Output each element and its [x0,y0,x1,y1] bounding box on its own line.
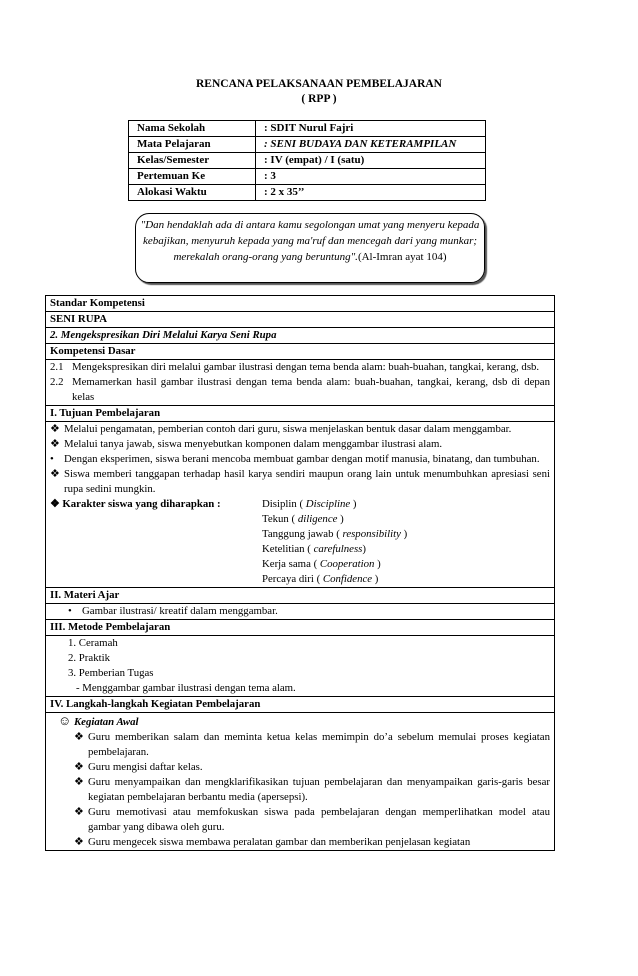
tujuan-heading: I. Tujuan Pembelajaran [46,406,554,422]
list-item: 2. Praktik [68,652,110,664]
list-item: ❖ Guru memotivasi atau memfokuskan siswa pada pembelajaran dengan memperlihatkan model atau gambar yang dibawa oleh guru. [74,806,550,833]
list-item: ❖ Melalui tanya jawab, siswa menyebutkan komponen dalam menggambar ilustrasi alam. [50,438,443,450]
list-item: 1. Ceramah [68,637,118,649]
list-item: 3. Pemberian Tugas [68,667,154,679]
materi-list [46,604,554,620]
karakter-item: Disiplin ( Discipline ) [262,498,357,510]
info-row [129,185,486,201]
metode-heading: III. Metode Pembelajaran [46,620,554,636]
quote-box [135,213,485,283]
info-row [129,137,486,153]
info-row [129,153,486,169]
karakter-item: Tanggung jawab ( responsibility ) [262,528,408,540]
kegiatan-awal-heading: ☺ Kegiatan Awal [58,713,139,728]
materi-heading: II. Materi Ajar [46,588,554,604]
karakter-label: ❖ Karakter siswa yang diharapkan : [50,498,221,510]
sk-text: 2. Mengekspresikan Diri Melalui Karya Seni Rupa [46,328,554,344]
list-item: • Dengan eksperimen, siswa berani mencoba membuat gambar dengan motif manusia, binatang, dan tumbuhan. [50,453,540,465]
info-value: : 3 [256,169,486,185]
karakter-list [262,497,407,587]
info-value: : SENI BUDAYA DAN KETERAMPILAN [256,137,486,153]
info-value: : SDIT Nurul Fajri [256,121,486,137]
list-item: - Menggambar gambar ilustrasi dengan tema alam. [76,682,296,694]
info-value: : IV (empat) / I (satu) [256,153,486,169]
info-row [129,121,486,137]
kd-heading: Kompetensi Dasar [46,344,554,360]
sk-heading: Standar Kompetensi [46,296,554,312]
list-item: 2.1 Mengekspresikan diri melalui gambar ilustrasi dengan tema benda alam: buah-buahan, tangkai, kerang, dsb. [50,361,540,373]
smiley-icon: ☺ [58,713,72,728]
page-subtitle: ( RPP ) [301,93,337,105]
quote-source: (Al-Imran ayat 104) [357,251,447,263]
sk-bidang: SENI RUPA [46,312,554,328]
rpp-main-table [45,295,555,851]
info-row [129,169,486,185]
list-item: ❖ Guru menyampaikan dan mengklarifikasikan tujuan pembelajaran dan menyampaikan garis-garis besar kegiatan pembelajaran berbantu media (apersepsi). [74,776,550,803]
quote-text: "Dan hendaklah ada di antara kamu segolongan umat yang menyeru kepada kebajikan, menyuruh kepada yang ma'ruf dan mencegah dari yang munkar; merekalah orang-orang yang beruntung". [140,219,480,263]
karakter-item: Percaya diri ( Confidence ) [262,573,379,585]
karakter-item: Kerja sama ( Cooperation ) [262,558,381,570]
list-item: ❖ Melalui pengamatan, pemberian contoh dari guru, siswa menjelaskan bentuk dasar dalam menggambar. [50,423,512,435]
list-item: ❖ Siswa memberi tanggapan terhadap hasil karya sendiri maupun orang lain untuk menumbuhkan apresiasi seni rupa sedini mungkin. [50,468,550,495]
page-title: RENCANA PELAKSANAAN PEMBELAJARAN [196,78,442,90]
school-info-table [128,120,486,201]
info-value: : 2 x 35’’ [256,185,486,201]
info-label: Pertemuan Ke [129,169,256,185]
kd-list [46,360,554,406]
karakter-item: Tekun ( diligence ) [262,513,344,525]
list-item: ❖ Guru mengecek siswa membawa peralatan gambar dan memberikan penjelasan kegiatan [74,836,471,848]
info-label: Mata Pelajaran [129,137,256,153]
info-label: Nama Sekolah [129,121,256,137]
karakter-item: Ketelitian ( carefulness) [262,543,366,555]
info-label: Alokasi Waktu [129,185,256,201]
list-item: • Gambar ilustrasi/ kreatif dalam menggambar. [68,605,278,617]
list-item: 2.2 Memamerkan hasil gambar ilustrasi dengan tema benda alam: buah-buahan, tangkai, kerang, dsb di depan kelas [50,376,550,403]
karakter-block [50,497,550,587]
list-item: ❖ Guru mengisi daftar kelas. [74,761,203,773]
langkah-list [46,713,554,850]
info-label: Kelas/Semester [129,153,256,169]
tujuan-list [46,422,554,588]
list-item: ❖ Guru memberikan salam dan meminta ketua kelas memimpin do’a sebelum memulai proses kegiatan pembelajaran. [74,731,550,758]
langkah-heading: IV. Langkah-langkah Kegiatan Pembelajaran [46,697,554,713]
metode-list [46,636,554,697]
